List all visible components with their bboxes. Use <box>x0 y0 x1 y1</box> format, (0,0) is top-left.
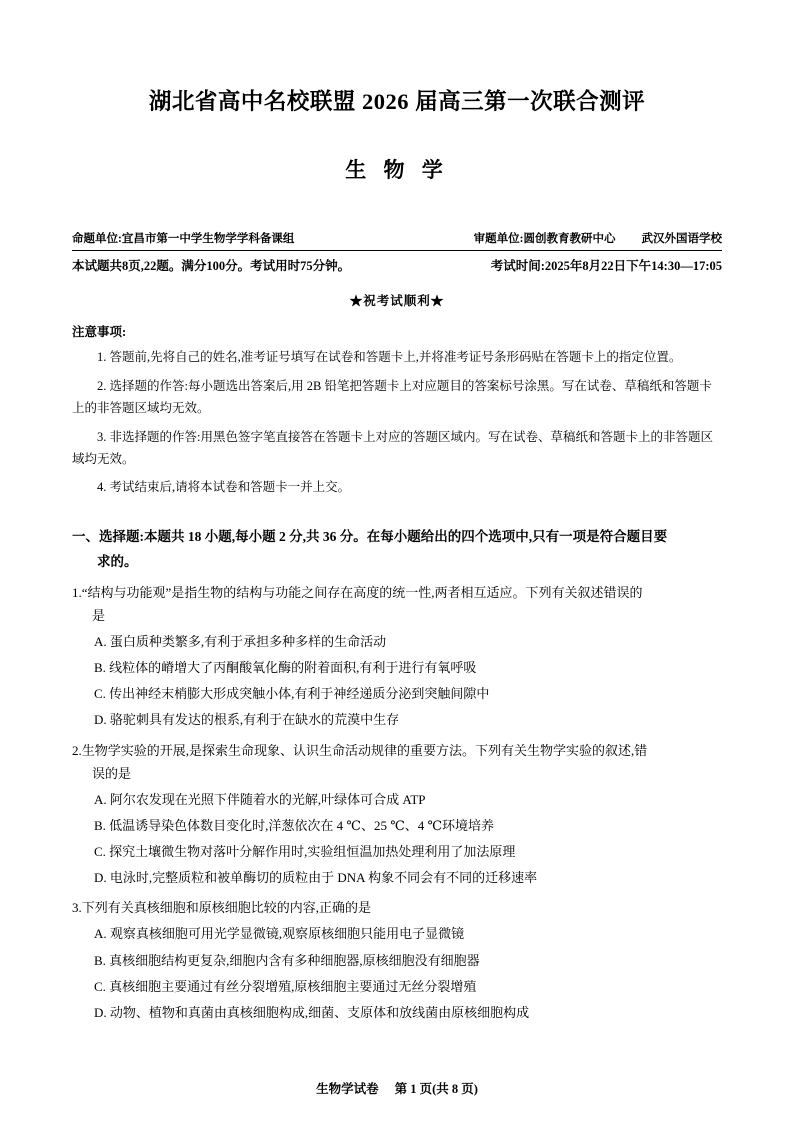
question-2 <box>72 739 722 890</box>
option-b: B. 线粒体的嵴增大了丙酮酸氧化酶的附着面积,有利于进行有氧呼吸 <box>94 660 477 676</box>
notice-item: 4. 考试结束后,请将本试卷和答题卡一并上交。 <box>97 480 351 495</box>
option-c: C. 传出神经末梢膨大形成突触小体,有利于神经递质分泌到突触间隙中 <box>94 686 490 702</box>
question-text-line2: 误的是 <box>92 765 132 781</box>
proposer-unit: 命题单位:宜昌市第一中学生物学学科备课组 <box>72 233 295 245</box>
question-number: 1. <box>72 584 82 600</box>
question-stem <box>72 739 722 785</box>
section-heading <box>72 525 722 574</box>
option-c: C. 真核细胞主要通过有丝分裂增殖,原核细胞主要通过无丝分裂增殖 <box>94 978 477 994</box>
reviewer-school: 武汉外国语学校 <box>641 233 722 245</box>
section-text: 本题共 18 小题,每小题 2 分,共 36 分。在每小题给出的四个选项中,只有一项是符合题目要 <box>144 529 668 545</box>
footer-page-number: 第 1 页(共 8 页) <box>394 1082 478 1096</box>
subject-title: 生 物 学 <box>345 158 449 182</box>
option-d: D. 电泳时,完整质粒和被单酶切的质粒由于 DNA 构象不同会有不同的迁移速率 <box>94 870 538 886</box>
question-text: 生物学实验的开展,是探索生命现象、认识生命活动规律的重要方法。下列有关生物学实验的叙述,错 <box>81 742 648 758</box>
notice-heading: 注意事项: <box>72 325 127 339</box>
question-stem <box>72 896 722 919</box>
notice-item: 1. 答题前,先将自己的姓名,准考证号填写在试卷和答题卡上,并将准考证号条形码贴在答题卡上的指定位置。 <box>97 350 682 364</box>
question-1 <box>72 581 722 732</box>
reviewer-unit <box>474 230 722 246</box>
option-a: A. 观察真核细胞可用光学显微镜,观察原核细胞只能用电子显微镜 <box>94 926 465 942</box>
question-text-line2: 是 <box>92 607 106 623</box>
option-b: B. 低温诱导染色体数目变化时,洋葱依次在 4 ℃、25 ℃、4 ℃环境培养 <box>94 817 495 833</box>
wish-text: ★祝考试顺利★ <box>349 294 445 308</box>
question-stem <box>72 581 722 627</box>
option-d: D. 动物、植物和真菌由真核细胞构成,细菌、支原体和放线菌由原核细胞构成 <box>94 1004 530 1020</box>
notice-item: 2. 选择题的作答:每小题选出答案后,用 2B 铅笔把答题卡上对应题目的答案标号涂黑。写在试卷、草稿纸和答题卡上的非答题区域均无效。 <box>72 378 712 415</box>
option-d: D. 骆驼刺具有发达的根系,有利于在缺水的荒漠中生存 <box>94 712 400 728</box>
page-footer <box>0 1079 794 1097</box>
page-title: 湖北省高中名校联盟 2026 届高三第一次联合测评 <box>148 89 646 114</box>
question-text: “结构与功能观”是指生物的结构与功能之间存在高度的统一性,两者相互适应。下列有关叙述错误的 <box>81 584 643 600</box>
exam-time: 考试时间:2025年8月22日下午14:30—17:05 <box>490 259 722 273</box>
question-number: 3. <box>72 900 82 916</box>
notice-item: 3. 非选择题的作答:用黑色签字笔直接答在答题卡上对应的答题区域内。写在试卷、草稿纸和答题卡上的非答题区域均无效。 <box>72 429 713 466</box>
section-text-line2: 求的。 <box>97 553 138 569</box>
question-number: 2. <box>72 742 82 758</box>
option-a: A. 蛋白质种类繁多,有利于承担多种多样的生命活动 <box>94 634 387 650</box>
divider <box>72 250 722 251</box>
footer-label: 生物学试卷 <box>316 1082 379 1096</box>
option-c: C. 探究土壤微生物对落叶分解作用时,实验组恒温加热处理利用了加法原理 <box>94 844 516 860</box>
section-label: 一、选择题: <box>72 529 144 545</box>
question-text: 下列有关真核细胞和原核细胞比较的内容,正确的是 <box>81 900 372 916</box>
option-b: B. 真核细胞结构更复杂,细胞内含有多种细胞器,原核细胞没有细胞器 <box>94 952 480 968</box>
option-a: A. 阿尔农发现在光照下伴随着水的光解,叶绿体可合成 ATP <box>94 791 426 807</box>
question-3 <box>72 896 722 1024</box>
exam-info-row <box>72 256 722 274</box>
paper-info: 本试题共8页,22题。满分100分。考试用时75分钟。 <box>72 259 351 273</box>
credits-row <box>72 230 722 246</box>
reviewer-label: 审题单位:圆创教育教研中心 <box>473 233 616 245</box>
